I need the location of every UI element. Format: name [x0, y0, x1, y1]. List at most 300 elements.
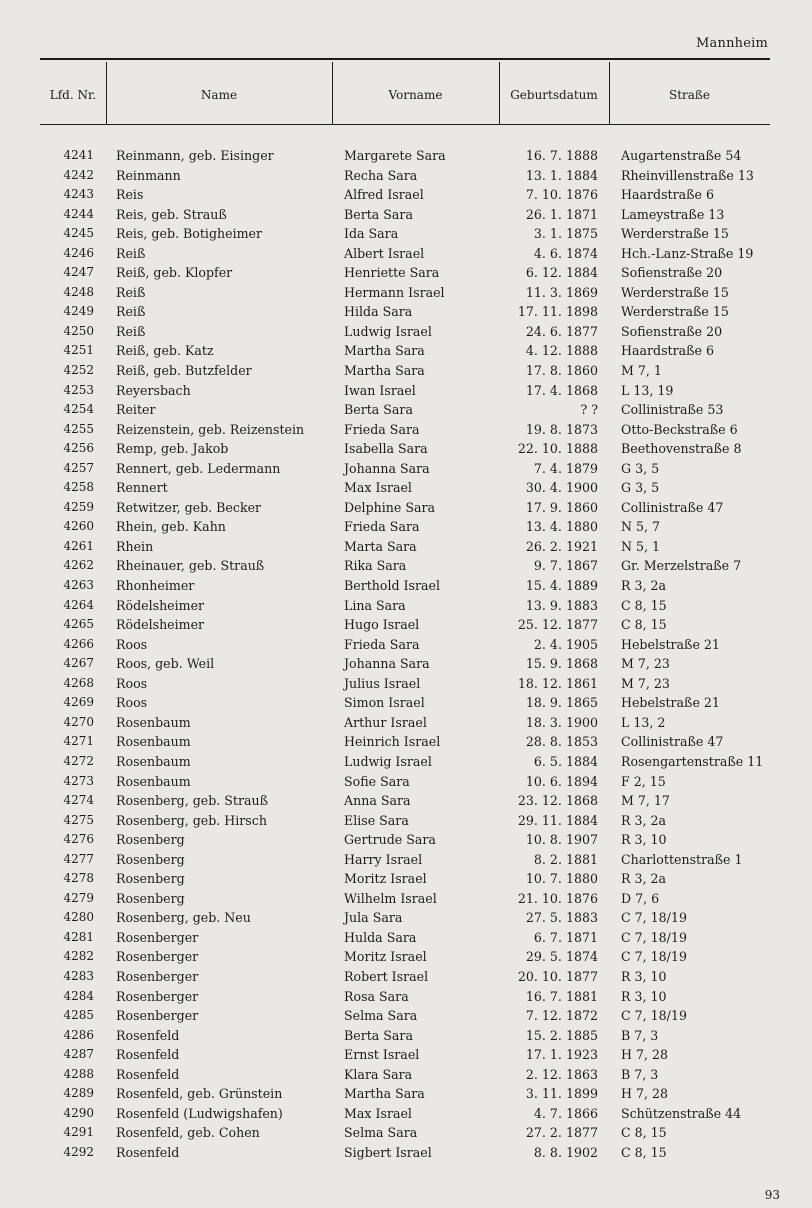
- entry-name: Rosenfeld, geb. Cohen: [116, 1125, 260, 1141]
- table-row: [0, 732, 812, 752]
- entry-strasse: D 7, 6: [621, 890, 660, 906]
- entry-vorname: Lina Sara: [344, 597, 406, 613]
- entry-vorname: Selma Sara: [344, 1125, 418, 1141]
- entry-geburtsdatum: 22. 10. 1888: [517, 441, 598, 457]
- table-row: [0, 908, 812, 928]
- entry-name: Reis: [116, 187, 144, 203]
- entry-geburtsdatum: 15. 4. 1889: [525, 578, 598, 594]
- entry-geburtsdatum: 8. 2. 1881: [533, 851, 598, 867]
- entry-geburtsdatum: 16. 7. 1881: [525, 988, 598, 1004]
- entry-name: Rennert: [116, 480, 168, 496]
- entry-geburtsdatum: 4. 7. 1866: [533, 1105, 598, 1121]
- entry-vorname: Johanna Sara: [344, 656, 430, 672]
- entry-name: Rosenberg, geb. Hirsch: [116, 812, 267, 828]
- table-row: [0, 1143, 812, 1163]
- table-row: [0, 635, 812, 655]
- table-row: [0, 1026, 812, 1046]
- entry-number: 4262: [63, 558, 94, 573]
- entry-geburtsdatum: 27. 5. 1883: [525, 910, 598, 926]
- entry-name: Reyersbach: [116, 382, 191, 398]
- entry-number: 4277: [63, 851, 94, 866]
- table-row: [0, 1045, 812, 1065]
- entry-geburtsdatum: 13. 4. 1880: [525, 519, 598, 535]
- table-row: [0, 1104, 812, 1124]
- entry-geburtsdatum: ? ?: [580, 402, 598, 418]
- entry-name: Remp, geb. Jakob: [116, 441, 229, 457]
- entry-strasse: Sofienstraße 20: [621, 265, 723, 281]
- entry-strasse: Hch.-Lanz-Straße 19: [621, 245, 754, 261]
- entry-number: 4283: [63, 968, 94, 983]
- entry-name: Reiß, geb. Butzfelder: [116, 363, 252, 379]
- entry-geburtsdatum: 29. 11. 1884: [517, 812, 598, 828]
- entry-vorname: Frieda Sara: [344, 636, 420, 652]
- table-row: [0, 498, 812, 518]
- entry-name: Rödelsheimer: [116, 617, 205, 633]
- entry-geburtsdatum: 2. 4. 1905: [533, 636, 598, 652]
- entry-strasse: N 5, 1: [621, 538, 661, 554]
- entry-strasse: Rosengartenstraße 11: [621, 753, 764, 769]
- table-row: [0, 224, 812, 244]
- entry-strasse: Collinistraße 53: [621, 402, 724, 418]
- entry-vorname: Hilda Sara: [344, 304, 413, 320]
- entry-number: 4282: [63, 949, 94, 964]
- entry-geburtsdatum: 18. 9. 1865: [525, 695, 598, 711]
- table-row: [0, 674, 812, 694]
- entry-number: 4274: [63, 793, 94, 808]
- entry-strasse: Werderstraße 15: [621, 284, 729, 300]
- top-rule: [40, 58, 770, 60]
- entry-geburtsdatum: 4. 6. 1874: [533, 245, 598, 261]
- entry-number: 4290: [63, 1105, 94, 1120]
- table-row: [0, 830, 812, 850]
- table-row: [0, 1123, 812, 1143]
- entry-name: Rosenfeld: [116, 1027, 180, 1043]
- entry-vorname: Johanna Sara: [344, 460, 430, 476]
- entry-strasse: Charlottenstraße 1: [621, 851, 743, 867]
- entry-number: 4266: [63, 636, 94, 651]
- entry-strasse: C 8, 15: [621, 1125, 667, 1141]
- entry-vorname: Sigbert Israel: [344, 1144, 432, 1160]
- table-row: [0, 478, 812, 498]
- entry-name: Roos, geb. Weil: [116, 656, 215, 672]
- entry-number: 4279: [63, 890, 94, 905]
- entry-name: Reiß: [116, 304, 146, 320]
- entry-strasse: Werderstraße 15: [621, 226, 729, 242]
- entry-strasse: H 7, 28: [621, 1086, 669, 1102]
- entry-number: 4288: [63, 1066, 94, 1081]
- entry-geburtsdatum: 18. 3. 1900: [525, 714, 598, 730]
- entry-vorname: Frieda Sara: [344, 519, 420, 535]
- entry-strasse: Werderstraße 15: [621, 304, 729, 320]
- table-row: [0, 1084, 812, 1104]
- entry-vorname: Rosa Sara: [344, 988, 409, 1004]
- entry-name: Rosenbaum: [116, 753, 191, 769]
- entry-geburtsdatum: 17. 4. 1868: [525, 382, 598, 398]
- entry-vorname: Heinrich Israel: [344, 734, 441, 750]
- entry-name: Rheinauer, geb. Strauß: [116, 558, 265, 574]
- entry-geburtsdatum: 18. 12. 1861: [517, 675, 598, 691]
- table-row: [0, 361, 812, 381]
- entry-vorname: Martha Sara: [344, 1086, 425, 1102]
- entry-strasse: C 8, 15: [621, 597, 667, 613]
- entry-number: 4276: [63, 832, 94, 847]
- entry-geburtsdatum: 13. 9. 1883: [525, 597, 598, 613]
- city-heading: Mannheim: [696, 36, 768, 51]
- table-row: [0, 341, 812, 361]
- entry-number: 4258: [63, 480, 94, 495]
- entry-vorname: Gertrude Sara: [344, 832, 436, 848]
- entry-vorname: Moritz Israel: [344, 949, 427, 965]
- entry-vorname: Frieda Sara: [344, 421, 420, 437]
- entry-vorname: Hermann Israel: [344, 284, 445, 300]
- entry-number: 4265: [63, 617, 94, 632]
- entry-name: Roos: [116, 675, 148, 691]
- entry-name: Reis, geb. Strauß: [116, 206, 227, 222]
- entry-vorname: Robert Israel: [344, 968, 429, 984]
- entry-name: Rhein, geb. Kahn: [116, 519, 226, 535]
- entry-vorname: Hugo Israel: [344, 617, 420, 633]
- entry-vorname: Recha Sara: [344, 167, 418, 183]
- entry-geburtsdatum: 17. 9. 1860: [525, 499, 598, 515]
- entry-strasse: R 3, 2a: [621, 871, 667, 887]
- table-row: [0, 615, 812, 635]
- entry-geburtsdatum: 7. 10. 1876: [525, 187, 598, 203]
- entry-name: Rosenberg, geb. Neu: [116, 910, 251, 926]
- entry-strasse: C 7, 18/19: [621, 1008, 687, 1024]
- entry-strasse: B 7, 3: [621, 1066, 659, 1082]
- table-row: [0, 517, 812, 537]
- entry-geburtsdatum: 24. 6. 1877: [525, 323, 598, 339]
- entry-vorname: Isabella Sara: [344, 441, 428, 457]
- entry-geburtsdatum: 26. 2. 1921: [525, 538, 598, 554]
- entry-strasse: M 7, 17: [621, 793, 670, 809]
- entry-vorname: Rika Sara: [344, 558, 407, 574]
- entry-number: 4292: [63, 1144, 94, 1159]
- entry-strasse: Haardstraße 6: [621, 187, 715, 203]
- header-rule: [40, 124, 770, 125]
- entry-strasse: Hebelstraße 21: [621, 636, 720, 652]
- entry-vorname: Wilhelm Israel: [344, 890, 437, 906]
- entry-vorname: Iwan Israel: [344, 382, 416, 398]
- entry-vorname: Jula Sara: [344, 910, 403, 926]
- entry-vorname: Delphine Sara: [344, 499, 436, 515]
- entry-geburtsdatum: 10. 8. 1907: [525, 832, 598, 848]
- entry-name: Reiß: [116, 323, 146, 339]
- table-row: [0, 654, 812, 674]
- entry-vorname: Klara Sara: [344, 1066, 413, 1082]
- entry-name: Rennert, geb. Ledermann: [116, 460, 281, 476]
- entry-strasse: Augartenstraße 54: [621, 148, 742, 163]
- table-row: [0, 791, 812, 811]
- entry-vorname: Simon Israel: [344, 695, 425, 711]
- entry-number: 4247: [63, 265, 94, 280]
- table-row: [0, 302, 812, 322]
- entry-strasse: Collinistraße 47: [621, 734, 724, 750]
- register-table-body: [0, 146, 812, 1162]
- entry-name: Reiß: [116, 284, 146, 300]
- entry-strasse: Haardstraße 6: [621, 343, 715, 359]
- table-row: [0, 556, 812, 576]
- entry-vorname: Moritz Israel: [344, 871, 427, 887]
- entry-strasse: M 7, 23: [621, 656, 670, 672]
- entry-number: 4252: [63, 363, 94, 378]
- table-row: [0, 244, 812, 264]
- entry-name: Reinmann, geb. Eisinger: [116, 148, 274, 163]
- entry-vorname: Ludwig Israel: [344, 323, 432, 339]
- entry-geburtsdatum: 30. 4. 1900: [525, 480, 598, 496]
- entry-strasse: H 7, 28: [621, 1047, 669, 1063]
- entry-name: Rosenfeld: [116, 1047, 180, 1063]
- entry-vorname: Anna Sara: [344, 793, 411, 809]
- header-name: Name: [200, 88, 238, 102]
- entry-strasse: Lameystraße 13: [621, 206, 725, 222]
- entry-geburtsdatum: 6. 12. 1884: [525, 265, 598, 281]
- entry-name: Rosenberg: [116, 832, 185, 848]
- table-row: [0, 811, 812, 831]
- entry-vorname: Berthold Israel: [344, 578, 441, 594]
- table-row: [0, 713, 812, 733]
- entry-name: Reiter: [116, 402, 156, 418]
- table-row: [0, 439, 812, 459]
- entry-vorname: Marta Sara: [344, 538, 417, 554]
- table-row: [0, 459, 812, 479]
- entry-name: Rosenberger: [116, 949, 199, 965]
- entry-number: 4251: [63, 343, 94, 358]
- entry-strasse: R 3, 10: [621, 832, 667, 848]
- entry-strasse: Sofienstraße 20: [621, 323, 723, 339]
- entry-strasse: G 3, 5: [621, 460, 660, 476]
- entry-name: Reiß: [116, 245, 146, 261]
- entry-vorname: Martha Sara: [344, 363, 425, 379]
- entry-strasse: L 13, 19: [621, 382, 674, 398]
- table-row: [0, 947, 812, 967]
- entry-geburtsdatum: 3. 11. 1899: [525, 1086, 598, 1102]
- entry-geburtsdatum: 6. 7. 1871: [533, 929, 598, 945]
- entry-number: 4286: [63, 1027, 94, 1042]
- table-row: [0, 400, 812, 420]
- entry-name: Roos: [116, 636, 148, 652]
- entry-number: 4273: [63, 773, 94, 788]
- table-row: [0, 166, 812, 186]
- table-row: [0, 596, 812, 616]
- entry-name: Retwitzer, geb. Becker: [116, 499, 262, 515]
- entry-number: 4291: [63, 1125, 94, 1140]
- entry-number: 4280: [63, 910, 94, 925]
- entry-geburtsdatum: 16. 7. 1888: [525, 148, 598, 163]
- entry-vorname: Berta Sara: [344, 1027, 413, 1043]
- entry-geburtsdatum: 20. 10. 1877: [517, 968, 598, 984]
- entry-name: Rosenberger: [116, 968, 199, 984]
- entry-strasse: Schützenstraße 44: [621, 1105, 742, 1121]
- entry-name: Reiß, geb. Katz: [116, 343, 214, 359]
- entry-number: 4268: [63, 675, 94, 690]
- entry-geburtsdatum: 29. 5. 1874: [525, 949, 598, 965]
- entry-strasse: G 3, 5: [621, 480, 660, 496]
- entry-strasse: F 2, 15: [621, 773, 666, 789]
- entry-geburtsdatum: 21. 10. 1876: [517, 890, 598, 906]
- table-row: [0, 420, 812, 440]
- table-row: [0, 205, 812, 225]
- page-number: 93: [764, 1188, 780, 1202]
- entry-strasse: R 3, 10: [621, 988, 667, 1004]
- entry-vorname: Max Israel: [344, 480, 412, 496]
- entry-name: Rhein: [116, 538, 154, 554]
- table-row: [0, 146, 812, 166]
- entry-strasse: Rheinvillenstraße 13: [621, 167, 754, 183]
- entry-number: 4281: [63, 929, 94, 944]
- entry-name: Rosenbaum: [116, 714, 191, 730]
- entry-number: 4261: [63, 538, 94, 553]
- entry-vorname: Harry Israel: [344, 851, 423, 867]
- entry-strasse: B 7, 3: [621, 1027, 659, 1043]
- entry-number: 4284: [63, 988, 94, 1003]
- table-row: [0, 987, 812, 1007]
- entry-number: 4256: [63, 441, 94, 456]
- entry-geburtsdatum: 9. 7. 1867: [533, 558, 598, 574]
- entry-geburtsdatum: 7. 12. 1872: [525, 1008, 598, 1024]
- entry-name: Rosenberger: [116, 988, 199, 1004]
- entry-geburtsdatum: 19. 8. 1873: [525, 421, 598, 437]
- entry-name: Rosenfeld: [116, 1066, 180, 1082]
- entry-name: Reizenstein, geb. Reizenstein: [116, 421, 305, 437]
- entry-vorname: Arthur Israel: [344, 714, 427, 730]
- entry-name: Rosenberg: [116, 851, 185, 867]
- entry-strasse: R 3, 2a: [621, 812, 667, 828]
- entry-number: 4241: [63, 148, 94, 162]
- entry-name: Rödelsheimer: [116, 597, 205, 613]
- entry-number: 4259: [63, 499, 94, 514]
- entry-number: 4257: [63, 460, 94, 475]
- entry-geburtsdatum: 4. 12. 1888: [525, 343, 598, 359]
- entry-strasse: M 7, 23: [621, 675, 670, 691]
- entry-vorname: Martha Sara: [344, 343, 425, 359]
- entry-vorname: Albert Israel: [344, 245, 425, 261]
- entry-strasse: R 3, 2a: [621, 578, 667, 594]
- entry-geburtsdatum: 15. 2. 1885: [525, 1027, 598, 1043]
- entry-strasse: N 5, 7: [621, 519, 661, 535]
- entry-number: 4255: [63, 421, 94, 436]
- entry-number: 4246: [63, 245, 94, 260]
- entry-vorname: Ida Sara: [344, 226, 399, 242]
- entry-vorname: Sofie Sara: [344, 773, 410, 789]
- entry-number: 4271: [63, 734, 94, 749]
- entry-name: Rhonheimer: [116, 578, 195, 594]
- entry-number: 4244: [63, 206, 94, 221]
- entry-number: 4270: [63, 714, 94, 729]
- entry-strasse: Hebelstraße 21: [621, 695, 720, 711]
- entry-vorname: Berta Sara: [344, 206, 413, 222]
- entry-name: Reiß, geb. Klopfer: [116, 265, 233, 281]
- entry-number: 4248: [63, 284, 94, 299]
- entry-name: Rosenberger: [116, 1008, 199, 1024]
- entry-strasse: C 7, 18/19: [621, 949, 687, 965]
- entry-vorname: Alfred Israel: [344, 187, 424, 203]
- entry-strasse: Otto-Beckstraße 6: [621, 421, 738, 437]
- entry-geburtsdatum: 25. 12. 1877: [517, 617, 598, 633]
- entry-strasse: R 3, 10: [621, 968, 667, 984]
- entry-geburtsdatum: 27. 2. 1877: [525, 1125, 598, 1141]
- entry-geburtsdatum: 23. 12. 1868: [517, 793, 598, 809]
- table-row: [0, 772, 812, 792]
- entry-geburtsdatum: 13. 1. 1884: [525, 167, 598, 183]
- table-row: [0, 869, 812, 889]
- entry-geburtsdatum: 2. 12. 1863: [525, 1066, 598, 1082]
- entry-vorname: Max Israel: [344, 1105, 412, 1121]
- entry-number: 4278: [63, 871, 94, 886]
- entry-vorname: Selma Sara: [344, 1008, 418, 1024]
- entry-vorname: Hulda Sara: [344, 929, 417, 945]
- entry-number: 4263: [63, 578, 94, 593]
- entry-geburtsdatum: 28. 8. 1853: [525, 734, 598, 750]
- entry-name: Roos: [116, 695, 148, 711]
- entry-strasse: Beethovenstraße 8: [621, 441, 742, 457]
- entry-geburtsdatum: 3. 1. 1875: [533, 226, 598, 242]
- header-geburtsdatum: Geburtsdatum: [510, 88, 598, 102]
- header-vorname: Vorname: [388, 88, 443, 102]
- table-row: [0, 381, 812, 401]
- entry-strasse: C 8, 15: [621, 617, 667, 633]
- entry-number: 4275: [63, 812, 94, 827]
- table-row: [0, 1006, 812, 1026]
- entry-geburtsdatum: 10. 7. 1880: [525, 871, 598, 887]
- table-row: [0, 322, 812, 342]
- entry-name: Rosenberg: [116, 890, 185, 906]
- entry-geburtsdatum: 17. 11. 1898: [517, 304, 598, 320]
- table-row: [0, 752, 812, 772]
- entry-strasse: C 7, 18/19: [621, 910, 687, 926]
- table-row: [0, 537, 812, 557]
- entry-strasse: Collinistraße 47: [621, 499, 724, 515]
- table-row: [0, 928, 812, 948]
- entry-geburtsdatum: 8. 8. 1902: [533, 1144, 598, 1160]
- entry-name: Rosenfeld (Ludwigshafen): [116, 1105, 283, 1121]
- entry-geburtsdatum: 7. 4. 1879: [533, 460, 598, 476]
- entry-number: 4272: [63, 753, 94, 768]
- entry-name: Rosenberg: [116, 871, 185, 887]
- table-row: [0, 576, 812, 596]
- entry-vorname: Henriette Sara: [344, 265, 440, 281]
- table-row: [0, 283, 812, 303]
- entry-name: Reis, geb. Botigheimer: [116, 226, 263, 242]
- entry-geburtsdatum: 17. 8. 1860: [525, 363, 598, 379]
- entry-number: 4269: [63, 695, 94, 710]
- entry-geburtsdatum: 10. 6. 1894: [525, 773, 598, 789]
- entry-strasse: Gr. Merzelstraße 7: [621, 558, 742, 574]
- entry-number: 4289: [63, 1086, 94, 1101]
- entry-number: 4264: [63, 597, 94, 612]
- entry-name: Rosenberger: [116, 929, 199, 945]
- entry-name: Rosenbaum: [116, 773, 191, 789]
- entry-vorname: Margarete Sara: [344, 148, 446, 163]
- entry-geburtsdatum: 17. 1. 1923: [525, 1047, 598, 1063]
- entry-number: 4285: [63, 1008, 94, 1023]
- table-row: [0, 889, 812, 909]
- entry-strasse: M 7, 1: [621, 363, 662, 379]
- entry-name: Rosenfeld, geb. Grünstein: [116, 1086, 283, 1102]
- entry-number: 4254: [63, 402, 94, 417]
- entry-number: 4242: [63, 167, 94, 182]
- entry-name: Rosenfeld: [116, 1144, 180, 1160]
- entry-number: 4267: [63, 656, 94, 671]
- entry-number: 4249: [63, 304, 94, 319]
- entry-name: Reinmann: [116, 167, 181, 183]
- entry-vorname: Elise Sara: [344, 812, 409, 828]
- entry-vorname: Ludwig Israel: [344, 753, 432, 769]
- table-row: [0, 693, 812, 713]
- entry-vorname: Berta Sara: [344, 402, 413, 418]
- table-row: [0, 185, 812, 205]
- entry-geburtsdatum: 6. 5. 1884: [533, 753, 598, 769]
